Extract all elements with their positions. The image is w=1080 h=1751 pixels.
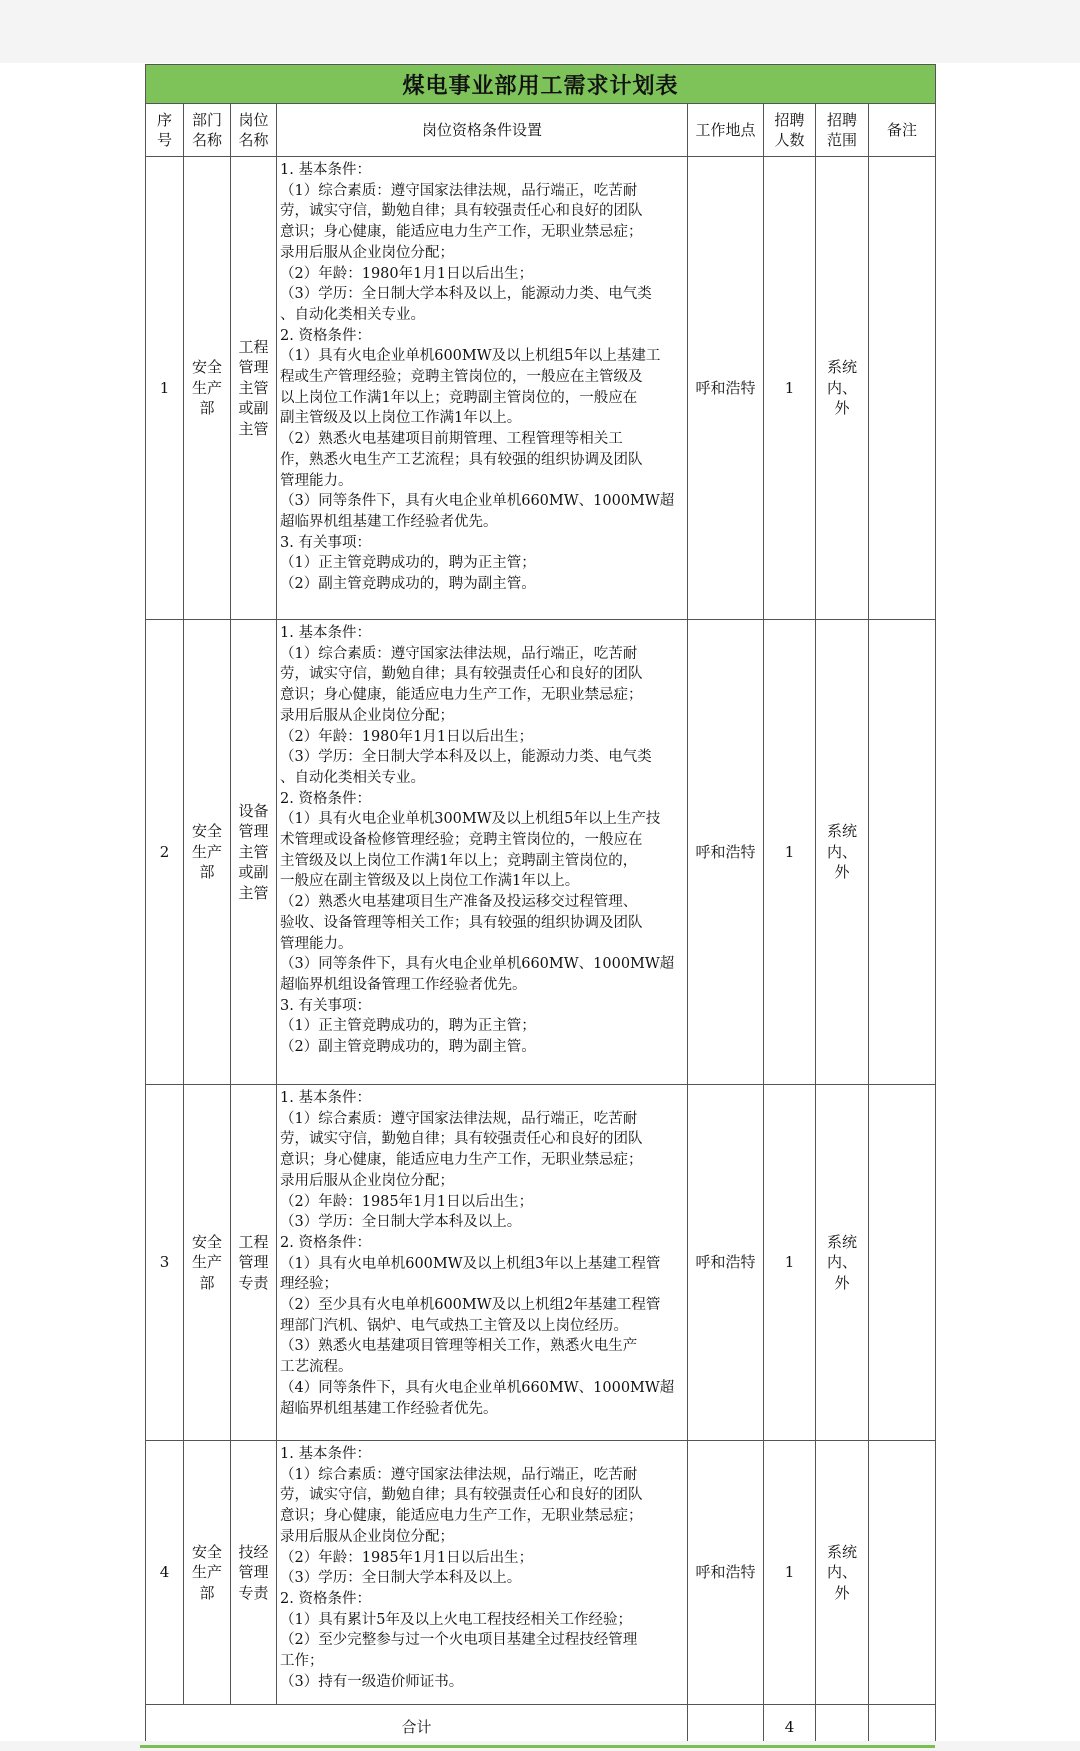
condition-line: 1. 基本条件： — [280, 1090, 371, 1106]
cell-dept: 安全 生产 部 — [184, 1441, 231, 1705]
header-count: 招聘 人数 — [764, 104, 816, 157]
cell-seq: 1 — [146, 157, 184, 620]
cell-conditions — [277, 157, 688, 620]
condition-line: 程或生产管理经验；竞聘主管岗位的，一般应在主管级及 — [280, 369, 643, 386]
condition-line: 意识；身心健康，能适应电力生产工作，无职业禁忌症； — [280, 687, 643, 704]
condition-line: 、自动化类相关专业。 — [280, 306, 425, 323]
condition-line: （4）同等条件下，具有火电企业单机660MW、1000MW超 — [280, 1379, 675, 1396]
cell-dept: 安全 生产 部 — [184, 620, 231, 1085]
condition-line: （3）同等条件下，具有火电企业单机660MW、1000MW超 — [280, 956, 675, 973]
condition-line: 意识；身心健康，能适应电力生产工作，无职业禁忌症； — [280, 1508, 643, 1525]
condition-line: 管理能力。 — [280, 472, 353, 489]
header-conditions: 岗位资格条件设置 — [277, 104, 688, 157]
condition-line: 主管级及以上岗位工作满1年以上；竞聘副主管岗位的， — [280, 852, 638, 869]
condition-line: 1. 基本条件： — [280, 625, 371, 641]
condition-line: （2）副主管竞聘成功的，聘为副主管。 — [280, 1039, 536, 1056]
condition-line: （2）至少完整参与过一个火电项目基建全过程技经管理 — [280, 1632, 638, 1649]
condition-line: 管理能力。 — [280, 935, 353, 952]
cell-count: 1 — [764, 1441, 816, 1705]
condition-line: 劳，诚实守信，勤勉自律；具有较强责任心和良好的团队 — [280, 1487, 643, 1504]
condition-line: （2）年龄：1980年1月1日以后出生； — [280, 265, 534, 282]
condition-line: （2）熟悉火电基建项目生产准备及投运移交过程管理、 — [280, 894, 638, 911]
cell-post: 工程 管理 专责 — [231, 1085, 277, 1441]
condition-line: 副主管级及以上岗位工作满1年以上。 — [280, 410, 522, 427]
cell-conditions — [277, 620, 688, 1085]
table-row — [146, 1085, 936, 1441]
condition-line: （3）持有一级造价师证书。 — [280, 1673, 464, 1690]
condition-line: （1）具有累计5年及以上火电工程技经相关工作经验； — [280, 1611, 632, 1628]
condition-line: 以上岗位工作满1年以上；竞聘副主管岗位的，一般应在 — [280, 389, 638, 406]
total-count: 4 — [764, 1705, 816, 1750]
cell-location: 呼和浩特 — [688, 1085, 764, 1441]
bottom-accent-line — [140, 1745, 935, 1748]
condition-line: 工艺流程。 — [280, 1359, 353, 1376]
header-scope: 招聘 范围 — [816, 104, 869, 157]
total-label: 合计 — [146, 1705, 688, 1750]
condition-line: 录用后服从企业岗位分配； — [280, 244, 454, 261]
condition-line: 验收、设备管理等相关工作；具有较强的组织协调及团队 — [280, 914, 643, 931]
cell-location: 呼和浩特 — [688, 1441, 764, 1705]
condition-line: （1）正主管竞聘成功的，聘为正主管； — [280, 555, 536, 572]
condition-line: 超临界机组设备管理工作经验者优先。 — [280, 976, 527, 993]
cell-post: 技经 管理 专责 — [231, 1441, 277, 1705]
table-row — [146, 1441, 936, 1705]
cell-post: 设备 管理 主管 或副 主管 — [231, 620, 277, 1085]
condition-line: 2. 资格条件： — [280, 1234, 371, 1251]
recruitment-plan-table — [145, 64, 936, 1750]
cell-scope: 系统 内、 外 — [816, 620, 869, 1085]
cell-remark — [869, 1085, 936, 1441]
condition-line: 超临界机组基建工作经验者优先。 — [280, 1400, 498, 1417]
condition-line: （3）学历：全日制大学本科及以上。 — [280, 1570, 522, 1587]
cell-dept: 安全 生产 部 — [184, 1085, 231, 1441]
condition-line: （1）综合素质：遵守国家法律法规，品行端正，吃苦耐 — [280, 1110, 638, 1127]
cell-remark — [869, 620, 936, 1085]
condition-line: （1）具有火电企业单机300MW及以上机组5年以上生产技 — [280, 811, 661, 828]
condition-line: （1）具有火电单机600MW及以上机组3年以上基建工程管 — [280, 1255, 661, 1272]
condition-line: 3. 有关事项： — [280, 534, 371, 551]
cell-scope: 系统 内、 外 — [816, 1441, 869, 1705]
condition-line: 3. 有关事项： — [280, 997, 371, 1014]
cell-location: 呼和浩特 — [688, 157, 764, 620]
condition-line: （1）综合素质：遵守国家法律法规，品行端正，吃苦耐 — [280, 645, 638, 662]
cell-remark — [869, 1441, 936, 1705]
condition-line: （3）同等条件下，具有火电企业单机660MW、1000MW超 — [280, 493, 675, 510]
top-margin — [0, 0, 1080, 63]
condition-line: （1）综合素质：遵守国家法律法规，品行端正，吃苦耐 — [280, 1466, 638, 1483]
condition-line: （2）熟悉火电基建项目前期管理、工程管理等相关工 — [280, 431, 623, 448]
condition-line: （2）至少具有火电单机600MW及以上机组2年基建工程管 — [280, 1297, 661, 1314]
cell-conditions — [277, 1085, 688, 1441]
condition-line: 术管理或设备检修管理经验；竞聘主管岗位的，一般应在 — [280, 832, 643, 849]
header-remark: 备注 — [869, 104, 936, 157]
cell-count: 1 — [764, 620, 816, 1085]
condition-line: 作，熟悉火电生产工艺流程；具有较强的组织协调及团队 — [280, 451, 643, 468]
cell-scope: 系统 内、 外 — [816, 157, 869, 620]
header-row — [146, 104, 936, 157]
condition-line: 工作； — [280, 1653, 324, 1670]
plan-table-container — [145, 64, 935, 1750]
condition-line: （1）正主管竞聘成功的，聘为正主管； — [280, 1018, 536, 1035]
condition-line: （2）年龄：1985年1月1日以后出生； — [280, 1549, 534, 1566]
condition-line: 2. 资格条件： — [280, 790, 371, 807]
condition-line: （2）年龄：1985年1月1日以后出生； — [280, 1193, 534, 1210]
cell-remark — [869, 157, 936, 620]
condition-line: 1. 基本条件： — [280, 1446, 371, 1462]
condition-line: 意识；身心健康，能适应电力生产工作，无职业禁忌症； — [280, 1152, 643, 1169]
header-location: 工作地点 — [688, 104, 764, 157]
condition-line: 一般应在副主管级及以上岗位工作满1年以上。 — [280, 873, 580, 890]
table-row — [146, 157, 936, 620]
condition-line: 理经验； — [280, 1276, 338, 1293]
condition-line: 、自动化类相关专业。 — [280, 769, 425, 786]
condition-line: 意识；身心健康，能适应电力生产工作，无职业禁忌症； — [280, 224, 643, 241]
header-seq: 序 号 — [146, 104, 184, 157]
condition-line: 1. 基本条件： — [280, 162, 371, 178]
cell-count: 1 — [764, 157, 816, 620]
cell-scope: 系统 内、 外 — [816, 1085, 869, 1441]
cell-count: 1 — [764, 1085, 816, 1441]
cell-location: 呼和浩特 — [688, 620, 764, 1085]
header-post: 岗位 名称 — [231, 104, 277, 157]
cell-dept: 安全 生产 部 — [184, 157, 231, 620]
condition-line: 超临界机组基建工作经验者优先。 — [280, 513, 498, 530]
cell-seq: 3 — [146, 1085, 184, 1441]
cell-seq: 4 — [146, 1441, 184, 1705]
cell-seq: 2 — [146, 620, 184, 1085]
condition-line: 录用后服从企业岗位分配； — [280, 1172, 454, 1189]
condition-line: （2）年龄：1980年1月1日以后出生； — [280, 728, 534, 745]
condition-line: （2）副主管竞聘成功的，聘为副主管。 — [280, 576, 536, 593]
condition-line: （3）学历：全日制大学本科及以上。 — [280, 1214, 522, 1231]
condition-line: （3）熟悉火电基建项目管理等相关工作，熟悉火电生产 — [280, 1338, 638, 1355]
condition-line: （3）学历：全日制大学本科及以上，能源动力类、电气类 — [280, 286, 652, 303]
condition-line: 劳，诚实守信，勤勉自律；具有较强责任心和良好的团队 — [280, 666, 643, 683]
condition-line: 2. 资格条件： — [280, 327, 371, 344]
condition-line: 录用后服从企业岗位分配； — [280, 707, 454, 724]
condition-line: 理部门汽机、锅炉、电气或热工主管及以上岗位经历。 — [280, 1317, 628, 1334]
header-dept: 部门 名称 — [184, 104, 231, 157]
table-row — [146, 620, 936, 1085]
cell-post: 工程 管理 主管 或副 主管 — [231, 157, 277, 620]
condition-line: 劳，诚实守信，勤勉自律；具有较强责任心和良好的团队 — [280, 1131, 643, 1148]
condition-line: 劳，诚实守信，勤勉自律；具有较强责任心和良好的团队 — [280, 203, 643, 220]
condition-line: 录用后服从企业岗位分配； — [280, 1528, 454, 1545]
condition-line: （1）综合素质：遵守国家法律法规，品行端正，吃苦耐 — [280, 182, 638, 199]
condition-line: （1）具有火电企业单机600MW及以上机组5年以上基建工 — [280, 348, 661, 365]
condition-line: 2. 资格条件： — [280, 1590, 371, 1607]
condition-line: （3）学历：全日制大学本科及以上，能源动力类、电气类 — [280, 749, 652, 766]
cell-conditions — [277, 1441, 688, 1705]
table-title: 煤电事业部用工需求计划表 — [146, 65, 936, 104]
